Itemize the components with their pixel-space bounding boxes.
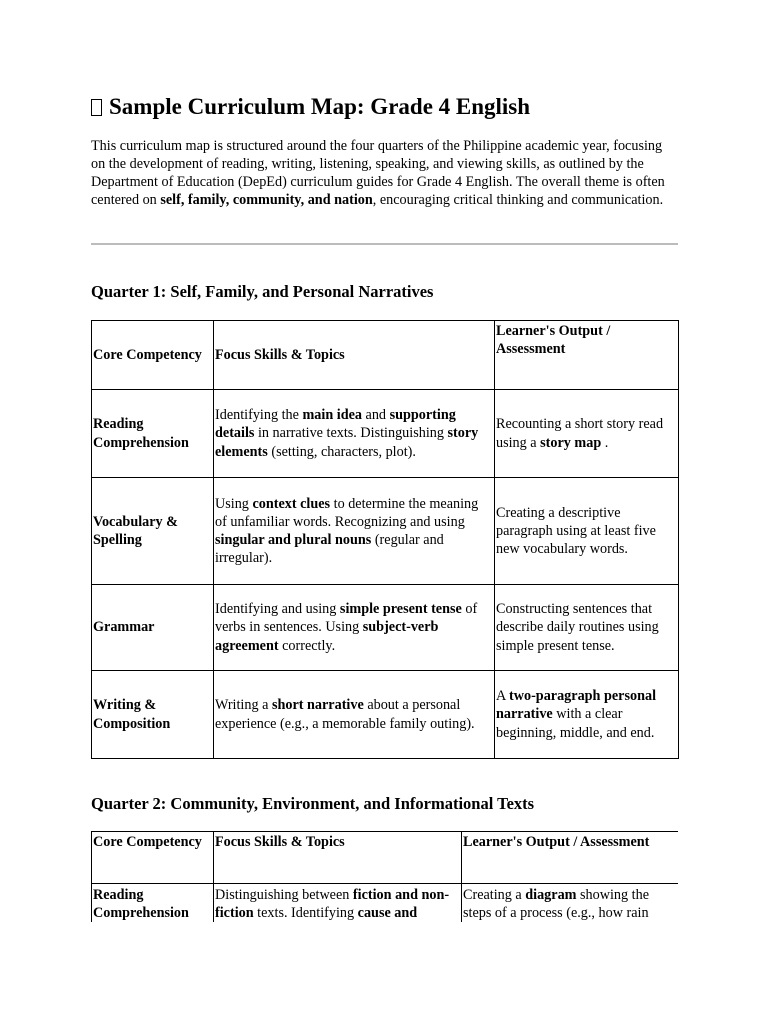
bold-text: subject-verb agreement (215, 619, 439, 654)
page-title (91, 92, 691, 122)
output-cell (462, 884, 679, 923)
column-header-competency: Core Competency (92, 832, 214, 884)
column-header-output: Learner's Output / Assessment (495, 321, 679, 390)
table-row (92, 390, 679, 478)
table-row (92, 478, 679, 585)
competency-cell: Reading Comprehension (92, 884, 214, 923)
output-cell (495, 585, 679, 671)
table-row (92, 884, 679, 923)
skills-cell (214, 671, 495, 759)
missing-glyph-icon (91, 99, 102, 116)
text-run: showing the steps of a process (e.g., how rain (463, 887, 649, 922)
column-header-skills: Focus Skills & Topics (214, 321, 495, 390)
output-cell (495, 671, 679, 759)
bold-text: singular and plural nouns (215, 532, 372, 548)
bold-text: main idea (302, 407, 362, 424)
text-run: about a personal experience (e.g., a memorable family outing). (215, 697, 475, 732)
bold-text: fiction and non-fiction (215, 887, 450, 922)
table-row (92, 585, 679, 671)
skills-cell (214, 478, 495, 585)
competency-cell: Grammar (92, 585, 214, 671)
section-divider (91, 243, 678, 245)
text-run: Identifying the (215, 407, 303, 424)
text-run: and (361, 407, 390, 424)
skills-cell (214, 884, 462, 923)
quarter-2-table-viewport (91, 831, 678, 922)
bold-text: story elements (215, 425, 479, 460)
column-header-competency: Core Competency (92, 321, 214, 390)
bold-text: story map (540, 434, 602, 451)
text-run: Creating a (463, 887, 526, 903)
text-run: Constructing sentences that describe daily routines using simple present tense. (496, 601, 659, 654)
quarter-1-heading: Quarter 1: Self, Family, and Personal Narratives (91, 282, 434, 301)
competency-cell: Writing & Composition (92, 671, 214, 759)
text-run: , encouraging critical thinking and communication. (372, 192, 664, 209)
text-run: . (601, 434, 609, 451)
table-header-row (92, 321, 679, 390)
text-run: A (496, 688, 510, 705)
table-row (92, 671, 679, 759)
text-run: Identifying and using (215, 601, 340, 618)
text-run: to determine the meaning of unfamiliar words. Recognizing and using (215, 495, 479, 530)
text-run: Distinguishing between (215, 887, 353, 903)
bold-text: context clues (252, 495, 331, 512)
text-run: This curriculum map is structured around the four quarters of the Philippine academic year, focusing on the development of reading, writing, listening, speaking, and viewing skills, as outlined by the Department of Education (DepEd) curriculum guides for Grade 4 English. The overall theme is often centered on (91, 138, 665, 209)
text-run: Creating a descriptive paragraph using at least five new vocabulary words. (496, 504, 656, 558)
bold-text: two-paragraph personal narrative (496, 688, 657, 723)
skills-cell (214, 390, 495, 478)
output-cell (495, 390, 679, 478)
intro-paragraph (91, 137, 678, 209)
output-cell (495, 478, 679, 585)
bold-text: self, family, community, and nation (160, 192, 373, 209)
quarter-2-heading: Quarter 2: Community, Environment, and Informational Texts (91, 794, 535, 813)
text-run: (regular and irregular). (215, 532, 444, 567)
competency-cell: Reading Comprehension (92, 390, 214, 478)
text-run: Using (215, 495, 253, 512)
bold-text: short narrative (271, 697, 364, 714)
text-run: Recounting a short story read using a (496, 416, 664, 451)
text-run: of verbs in sentences. Using (215, 601, 478, 636)
text-run: in narrative texts. Distinguishing (254, 425, 448, 442)
quarter-2-table (91, 831, 678, 922)
text-run: (setting, characters, plot). (267, 443, 416, 460)
table-header-row (92, 832, 679, 884)
column-header-skills: Focus Skills & Topics (214, 832, 462, 884)
text-run: with a clear beginning, middle, and end. (496, 706, 655, 741)
bold-text: cause and (357, 905, 418, 922)
skills-cell (214, 585, 495, 671)
competency-cell: Vocabulary & Spelling (92, 478, 214, 585)
column-header-output: Learner's Output / Assessment (462, 832, 679, 884)
text-run: correctly. (278, 637, 336, 654)
text-run: Writing a (215, 697, 272, 714)
bold-text: supporting details (215, 407, 456, 442)
bold-text: diagram (525, 887, 577, 903)
page-title-text: Sample Curriculum Map: Grade 4 English (109, 94, 531, 119)
quarter-1-table (91, 320, 679, 759)
bold-text: simple present tense (339, 601, 462, 618)
text-run: texts. Identifying (253, 905, 358, 922)
